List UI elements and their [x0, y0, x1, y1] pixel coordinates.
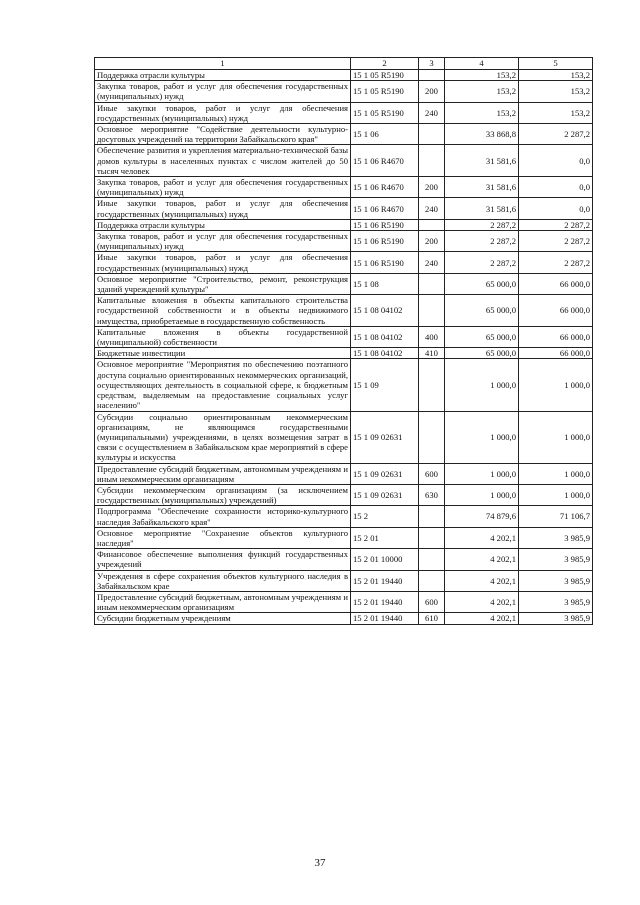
target-code-cell: 15 1 06 R4670	[351, 177, 419, 198]
table-row	[95, 326, 593, 347]
amount-col5-cell: 153,2	[519, 81, 593, 102]
item-name-cell: Закупка товаров, работ и услуг для обеспечения государственных (муниципальных) нужд	[95, 231, 351, 252]
amount-col4-cell: 33 868,8	[445, 124, 519, 145]
target-code-cell: 15 1 09 02631	[351, 463, 419, 484]
amount-col4-cell: 2 287,2	[445, 252, 519, 273]
target-code-cell: 15 1 06 R4670	[351, 145, 419, 177]
item-name-cell: Финансовое обеспечение выполнения функций государственных учреждений	[95, 549, 351, 570]
target-code-cell: 15 1 08	[351, 273, 419, 294]
expense-type-cell: 200	[419, 231, 445, 252]
amount-col5-cell: 0,0	[519, 145, 593, 177]
item-name-cell: Капитальные вложения в объекты государственной (муниципальной) собственности	[95, 326, 351, 347]
target-code-cell: 15 1 08 04102	[351, 326, 419, 347]
table-row	[95, 81, 593, 102]
expense-type-cell: 630	[419, 484, 445, 505]
target-code-cell: 15 1 05 R5190	[351, 70, 419, 81]
table-row	[95, 463, 593, 484]
target-code-cell: 15 2 01 10000	[351, 549, 419, 570]
item-name-cell: Закупка товаров, работ и услуг для обеспечения государственных (муниципальных) нужд	[95, 81, 351, 102]
amount-col5-cell: 153,2	[519, 70, 593, 81]
table-row	[95, 177, 593, 198]
amount-col5-cell: 3 985,9	[519, 527, 593, 548]
amount-col4-cell: 31 581,6	[445, 198, 519, 219]
expense-type-cell: 240	[419, 198, 445, 219]
column-header: 1	[95, 58, 351, 70]
target-code-cell: 15 1 09	[351, 359, 419, 411]
amount-col4-cell: 2 287,2	[445, 219, 519, 230]
expense-type-cell	[419, 359, 445, 411]
table-row	[95, 102, 593, 123]
expense-type-cell	[419, 124, 445, 145]
amount-col5-cell: 71 106,7	[519, 506, 593, 527]
item-name-cell: Бюджетные инвестиции	[95, 348, 351, 359]
target-code-cell: 15 2	[351, 506, 419, 527]
table-row	[95, 231, 593, 252]
expense-type-cell: 610	[419, 613, 445, 624]
item-name-cell: Иные закупки товаров, работ и услуг для обеспечения государственных (муниципальных) нужд	[95, 198, 351, 219]
expense-type-cell	[419, 506, 445, 527]
amount-col4-cell: 1 000,0	[445, 463, 519, 484]
amount-col5-cell: 1 000,0	[519, 359, 593, 411]
expense-type-cell	[419, 273, 445, 294]
budget-table	[94, 57, 593, 625]
target-code-cell: 15 1 06	[351, 124, 419, 145]
amount-col4-cell: 65 000,0	[445, 326, 519, 347]
table-row	[95, 527, 593, 548]
table-row	[95, 198, 593, 219]
table-row	[95, 411, 593, 463]
item-name-cell: Предоставление субсидий бюджетным, автономным учреждениям и иным некоммерческим организациям	[95, 463, 351, 484]
amount-col5-cell: 1 000,0	[519, 411, 593, 463]
amount-col4-cell: 153,2	[445, 102, 519, 123]
item-name-cell: Учреждения в сфере сохранения объектов культурного наследия в Забайкальском крае	[95, 570, 351, 591]
amount-col5-cell: 1 000,0	[519, 463, 593, 484]
amount-col4-cell: 1 000,0	[445, 484, 519, 505]
target-code-cell: 15 2 01 19440	[351, 591, 419, 612]
expense-type-cell	[419, 219, 445, 230]
column-header: 5	[519, 58, 593, 70]
column-header: 3	[419, 58, 445, 70]
expense-type-cell: 240	[419, 102, 445, 123]
expense-type-cell	[419, 570, 445, 591]
expense-type-cell	[419, 549, 445, 570]
table-row	[95, 506, 593, 527]
expense-type-cell: 200	[419, 81, 445, 102]
item-name-cell: Субсидии некоммерческим организациям (за исключением государственных (муниципальных) учреждений)	[95, 484, 351, 505]
amount-col4-cell: 65 000,0	[445, 348, 519, 359]
amount-col5-cell: 3 985,9	[519, 591, 593, 612]
table-row	[95, 219, 593, 230]
expense-type-cell	[419, 295, 445, 327]
column-header: 2	[351, 58, 419, 70]
expense-type-cell: 200	[419, 177, 445, 198]
table-row	[95, 252, 593, 273]
amount-col5-cell: 66 000,0	[519, 273, 593, 294]
item-name-cell: Иные закупки товаров, работ и услуг для обеспечения государственных (муниципальных) нужд	[95, 252, 351, 273]
table-row	[95, 70, 593, 81]
header-row	[95, 58, 593, 70]
item-name-cell: Предоставление субсидий бюджетным, автономным учреждениям и иным некоммерческим организациям	[95, 591, 351, 612]
amount-col4-cell: 4 202,1	[445, 549, 519, 570]
amount-col4-cell: 65 000,0	[445, 295, 519, 327]
table-row	[95, 295, 593, 327]
amount-col4-cell: 1 000,0	[445, 411, 519, 463]
item-name-cell: Поддержка отрасли культуры	[95, 219, 351, 230]
amount-col4-cell: 4 202,1	[445, 527, 519, 548]
item-name-cell: Иные закупки товаров, работ и услуг для обеспечения государственных (муниципальных) нужд	[95, 102, 351, 123]
item-name-cell: Основное мероприятие "Содействие деятельности культурно-досуговых учреждений на территории Забайкальского края"	[95, 124, 351, 145]
expense-type-cell: 400	[419, 326, 445, 347]
amount-col5-cell: 2 287,2	[519, 124, 593, 145]
table-row	[95, 570, 593, 591]
target-code-cell: 15 1 06 R5190	[351, 231, 419, 252]
expense-type-cell	[419, 527, 445, 548]
item-name-cell: Субсидии социально ориентированным некоммерческим организациям, не являющимся государственными (муниципальными) учреждениями, в целях возмещения затрат в связи с осуществлением в Забайкальском крае мероприятий в сфере культуры и искусства	[95, 411, 351, 463]
item-name-cell: Поддержка отрасли культуры	[95, 70, 351, 81]
amount-col5-cell: 0,0	[519, 177, 593, 198]
target-code-cell: 15 2 01 19440	[351, 570, 419, 591]
expense-type-cell	[419, 70, 445, 81]
item-name-cell: Основное мероприятие "Мероприятия по обеспечению поэтапного доступа социально ориентированных некоммерческих организаций, осуществляющих деятельность в социальной сфере, к бюджетным средствам, выделяемым на предоставление социальных услуг населению"	[95, 359, 351, 411]
target-code-cell: 15 1 08 04102	[351, 295, 419, 327]
amount-col5-cell: 2 287,2	[519, 231, 593, 252]
item-name-cell: Закупка товаров, работ и услуг для обеспечения государственных (муниципальных) нужд	[95, 177, 351, 198]
expense-type-cell: 410	[419, 348, 445, 359]
amount-col4-cell: 2 287,2	[445, 231, 519, 252]
table-row	[95, 124, 593, 145]
table-body	[95, 70, 593, 625]
amount-col4-cell: 153,2	[445, 70, 519, 81]
amount-col5-cell: 1 000,0	[519, 484, 593, 505]
item-name-cell: Обеспечение развития и укрепления материально-технической базы домов культуры в населенных пунктах с числом жителей до 50 тысяч человек	[95, 145, 351, 177]
table-row	[95, 549, 593, 570]
item-name-cell: Основное мероприятие "Сохранение объектов культурного наследия"	[95, 527, 351, 548]
amount-col5-cell: 2 287,2	[519, 252, 593, 273]
amount-col5-cell: 3 985,9	[519, 570, 593, 591]
target-code-cell: 15 2 01	[351, 527, 419, 548]
table-row	[95, 591, 593, 612]
amount-col4-cell: 1 000,0	[445, 359, 519, 411]
column-header: 4	[445, 58, 519, 70]
amount-col4-cell: 4 202,1	[445, 570, 519, 591]
table-row	[95, 484, 593, 505]
page-number: 37	[314, 857, 326, 869]
item-name-cell: Капитальные вложения в объекты капитального строительства государственной собственности и в объекты недвижимого имущества, приобретаемые в государственную собственность	[95, 295, 351, 327]
target-code-cell: 15 2 01 19440	[351, 613, 419, 624]
table-row	[95, 359, 593, 411]
item-name-cell: Основное мероприятие "Строительство, ремонт, реконструкция зданий учреждений культуры"	[95, 273, 351, 294]
target-code-cell: 15 1 08 04102	[351, 348, 419, 359]
expense-type-cell: 240	[419, 252, 445, 273]
item-name-cell: Субсидии бюджетным учреждениям	[95, 613, 351, 624]
expense-type-cell: 600	[419, 591, 445, 612]
amount-col5-cell: 0,0	[519, 198, 593, 219]
amount-col5-cell: 3 985,9	[519, 613, 593, 624]
table-row	[95, 348, 593, 359]
expense-type-cell: 600	[419, 463, 445, 484]
amount-col5-cell: 66 000,0	[519, 295, 593, 327]
table-row	[95, 273, 593, 294]
amount-col5-cell: 3 985,9	[519, 549, 593, 570]
amount-col5-cell: 2 287,2	[519, 219, 593, 230]
amount-col4-cell: 65 000,0	[445, 273, 519, 294]
expense-type-cell	[419, 411, 445, 463]
target-code-cell: 15 1 06 R5190	[351, 219, 419, 230]
amount-col4-cell: 4 202,1	[445, 613, 519, 624]
table-row	[95, 613, 593, 624]
target-code-cell: 15 1 05 R5190	[351, 81, 419, 102]
expense-type-cell	[419, 145, 445, 177]
amount-col5-cell: 153,2	[519, 102, 593, 123]
target-code-cell: 15 1 06 R4670	[351, 198, 419, 219]
target-code-cell: 15 1 09 02631	[351, 484, 419, 505]
amount-col4-cell: 31 581,6	[445, 145, 519, 177]
target-code-cell: 15 1 05 R5190	[351, 102, 419, 123]
item-name-cell: Подпрограмма "Обеспечение сохранности историко-культурного наследия Забайкальского края"	[95, 506, 351, 527]
target-code-cell: 15 1 09 02631	[351, 411, 419, 463]
amount-col4-cell: 153,2	[445, 81, 519, 102]
amount-col5-cell: 66 000,0	[519, 348, 593, 359]
amount-col4-cell: 31 581,6	[445, 177, 519, 198]
target-code-cell: 15 1 06 R5190	[351, 252, 419, 273]
amount-col4-cell: 74 879,6	[445, 506, 519, 527]
amount-col4-cell: 4 202,1	[445, 591, 519, 612]
amount-col5-cell: 66 000,0	[519, 326, 593, 347]
table-row	[95, 145, 593, 177]
